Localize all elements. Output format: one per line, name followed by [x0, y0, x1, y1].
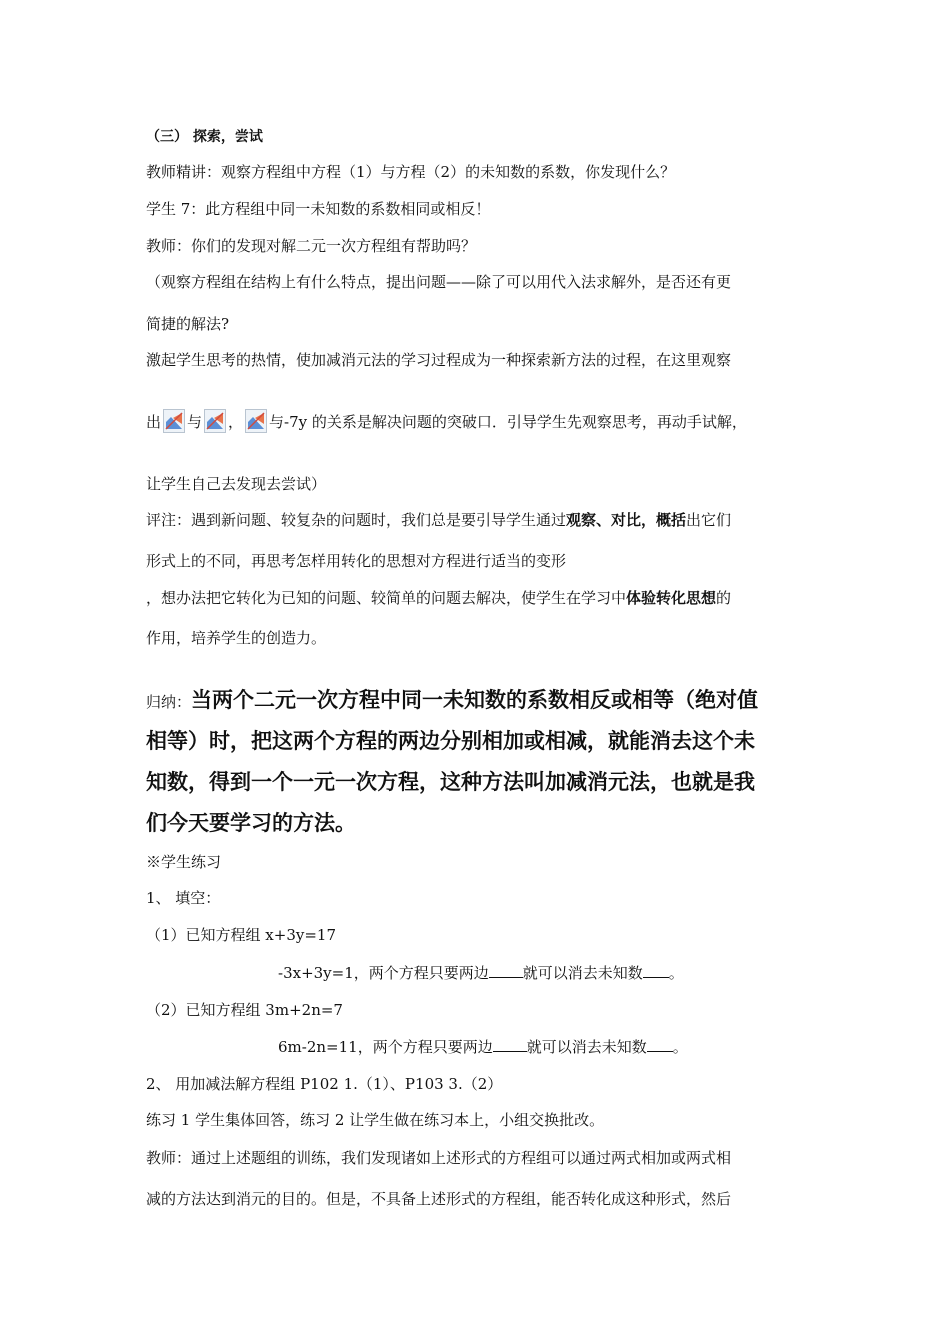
- text-fragment: 评注：遇到新问题、较复杂的问题时，我们总是要引导学生通过: [146, 511, 567, 529]
- question-line: [278, 963, 684, 983]
- paragraph-line: 教师精讲：观察方程组中方程（1）与方程（2）的未知数的系数，你发现什么？: [146, 163, 676, 181]
- text-fragment: 。: [668, 964, 684, 982]
- broken-image-icon: [204, 409, 226, 433]
- exercise-title: ※学生练习: [146, 853, 222, 871]
- fill-blank[interactable]: [489, 963, 523, 978]
- fill-blank[interactable]: [647, 1037, 673, 1052]
- question-line: （1）已知方程组 x+3y=17: [146, 926, 337, 944]
- fill-blank[interactable]: [493, 1037, 527, 1052]
- conclusion-line: 相等）时，把这两个方程的两边分别相加或相减，就能消去这个未: [146, 729, 755, 753]
- paragraph-line: [146, 588, 731, 608]
- conclusion-text: 当两个二元一次方程中同一未知数的系数相反或相等（绝对值: [191, 688, 759, 712]
- conclusion-lead: 归纳：: [146, 693, 192, 711]
- question-line: [278, 1037, 688, 1057]
- paragraph-line: 练习 1 学生集体回答，练习 2 让学生做在练习本上，小组交换批改。: [146, 1111, 605, 1129]
- text-fragment: 6m-2n=11，两个方程只要两边: [278, 1038, 493, 1056]
- text-fragment: 与-7y 的关系是解决问题的突破口．引导学生先观察思考，再动手试解，: [269, 413, 747, 431]
- text-fragment: 就可以消去未知数: [522, 964, 643, 982]
- paragraph-line: 教师：通过上述题组的训练，我们发现诸如上述形式的方程组可以通过两式相加或两式相: [146, 1149, 732, 1167]
- text-fragment: 出: [146, 413, 162, 431]
- text-fragment: ，想办法把它转化为已知的问题、较简单的问题去解决，使学生在学习中: [146, 589, 627, 607]
- paragraph-line-with-images: [146, 409, 747, 433]
- question-title: 1、 填空：: [146, 889, 221, 907]
- question-title: 2、 用加减法解方程组 P102 1.（1）、P103 3.（2）: [146, 1075, 503, 1093]
- paragraph-line: （观察方程组在结构上有什么特点，提出问题——除了可以用代入法求解外，是否还有更: [146, 273, 732, 291]
- paragraph-line: 形式上的不同，再思考怎样用转化的思想对方程进行适当的变形: [146, 552, 567, 570]
- paragraph-line: 教师：你们的发现对解二元一次方程组有帮助吗？: [146, 237, 477, 255]
- section-heading: （三） 探索，尝试: [146, 129, 263, 145]
- paragraph-line: [146, 510, 731, 530]
- conclusion-line: 们今天要学习的方法。: [146, 811, 356, 835]
- fill-blank[interactable]: [643, 963, 669, 978]
- text-fragment: 的: [716, 589, 732, 607]
- broken-image-icon: [245, 409, 267, 433]
- paragraph-line: 作用，培养学生的创造力。: [146, 629, 327, 647]
- text-fragment: ，: [228, 413, 244, 431]
- question-line: （2）已知方程组 3m+2n=7: [146, 1001, 343, 1019]
- emphasis-text: 体验转化思想: [626, 589, 717, 607]
- paragraph-line: 学生 7：此方程组中同一未知数的系数相同或相反！: [146, 200, 491, 218]
- text-fragment: 出它们: [686, 511, 732, 529]
- conclusion-line: [146, 686, 758, 716]
- paragraph-line: 简捷的解法?: [146, 315, 230, 333]
- paragraph-line: 让学生自己去发现去尝试）: [146, 475, 327, 493]
- conclusion-line: 知数，得到一个一元一次方程，这种方法叫加减消元法，也就是我: [146, 770, 755, 794]
- text-fragment: 与: [187, 413, 203, 431]
- broken-image-icon: [163, 409, 185, 433]
- text-fragment: -3x+3y=1，两个方程只要两边: [278, 964, 489, 982]
- emphasis-text: 观察、对比，概括: [566, 511, 687, 529]
- paragraph-line: 减的方法达到消元的目的。但是，不具备上述形式的方程组，能否转化成这种形式，然后: [146, 1190, 732, 1208]
- text-fragment: 。: [672, 1038, 688, 1056]
- text-fragment: 就可以消去未知数: [526, 1038, 647, 1056]
- paragraph-line: 激起学生思考的热情，使加减消元法的学习过程成为一种探索新方法的过程，在这里观察: [146, 351, 732, 369]
